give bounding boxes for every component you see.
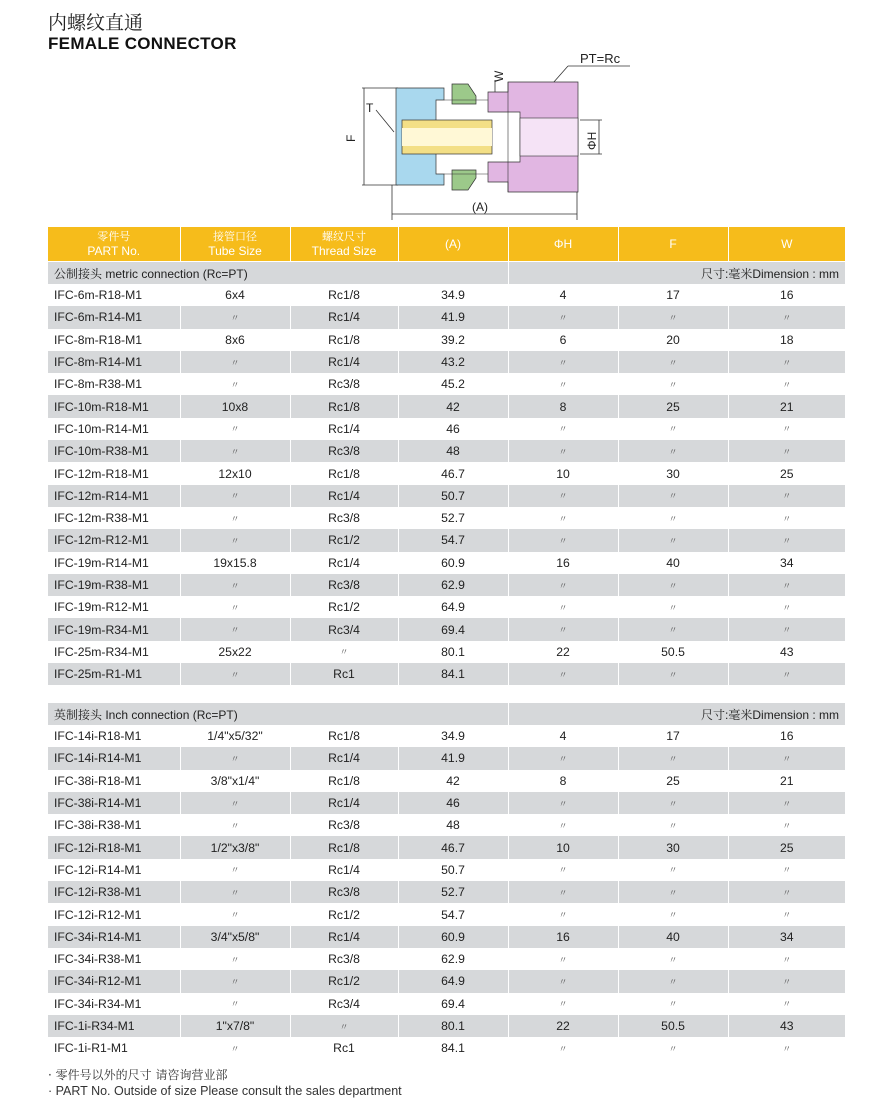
table-cell: 42 — [398, 770, 508, 792]
table-cell: 〃 — [618, 373, 728, 395]
table-cell: 〃 — [508, 485, 618, 507]
table-cell: 〃 — [618, 618, 728, 640]
table-row — [48, 1015, 845, 1037]
table-cell: 20 — [618, 329, 728, 351]
diagram-label-f: F — [344, 134, 358, 142]
table-cell: 17 — [618, 725, 728, 747]
ferrule-shape — [452, 84, 476, 104]
table-cell: 1/2"x3/8" — [180, 836, 290, 858]
table-cell: Rc1/2 — [290, 970, 398, 992]
table-row — [48, 552, 845, 574]
table-cell: 54.7 — [398, 903, 508, 925]
table-cell: Rc1/4 — [290, 792, 398, 814]
table-cell: Rc3/4 — [290, 993, 398, 1015]
table-row — [48, 792, 845, 814]
table-cell: IFC-12i-R18-M1 — [48, 836, 180, 858]
table-cell: 〃 — [180, 814, 290, 836]
table-row — [48, 418, 845, 440]
table-cell: 64.9 — [398, 970, 508, 992]
table-cell: IFC-34i-R12-M1 — [48, 970, 180, 992]
table-cell: 6 — [508, 329, 618, 351]
table-cell: 〃 — [180, 373, 290, 395]
table-cell: 〃 — [508, 618, 618, 640]
table-cell: 46 — [398, 418, 508, 440]
table-cell: 〃 — [618, 306, 728, 328]
table-cell: 16 — [508, 552, 618, 574]
table-cell: 22 — [508, 641, 618, 663]
table-cell: 〃 — [180, 970, 290, 992]
table-cell: 〃 — [728, 993, 845, 1015]
table-cell: 〃 — [618, 507, 728, 529]
table-cell: 8 — [508, 770, 618, 792]
diagram-label-w: W — [492, 70, 506, 82]
table-cell: 〃 — [618, 529, 728, 551]
table-cell: 〃 — [180, 351, 290, 373]
table-cell: IFC-25m-R1-M1 — [48, 663, 180, 685]
table-cell: 25 — [618, 395, 728, 417]
table-cell: IFC-8m-R38-M1 — [48, 373, 180, 395]
table-cell: Rc1/2 — [290, 903, 398, 925]
table-cell: 46 — [398, 792, 508, 814]
table-cell: 〃 — [180, 1037, 290, 1059]
table-cell: IFC-38i-R38-M1 — [48, 814, 180, 836]
table-cell: 43 — [728, 641, 845, 663]
table-cell: 50.7 — [398, 859, 508, 881]
table-cell: 〃 — [508, 529, 618, 551]
table-cell: 〃 — [618, 418, 728, 440]
table-cell: 1"x7/8" — [180, 1015, 290, 1037]
table-cell: 〃 — [728, 859, 845, 881]
table-cell: IFC-12m-R38-M1 — [48, 507, 180, 529]
table-cell: 〃 — [728, 529, 845, 551]
table-row — [48, 507, 845, 529]
table-cell: 52.7 — [398, 507, 508, 529]
table-cell: 21 — [728, 395, 845, 417]
inch-table — [48, 703, 845, 1059]
table-cell: IFC-38i-R18-M1 — [48, 770, 180, 792]
table-cell: 〃 — [618, 814, 728, 836]
table-cell: 〃 — [180, 306, 290, 328]
table-cell: IFC-8m-R14-M1 — [48, 351, 180, 373]
spec-table-header — [48, 227, 845, 261]
table-cell: 〃 — [728, 351, 845, 373]
table-cell: 16 — [728, 725, 845, 747]
table-cell: 〃 — [180, 596, 290, 618]
table-row — [48, 485, 845, 507]
table-cell: 25 — [618, 770, 728, 792]
table-cell: Rc3/8 — [290, 574, 398, 596]
table-cell: 3/4"x5/8" — [180, 926, 290, 948]
table-cell: 〃 — [180, 993, 290, 1015]
col-w: W — [728, 227, 845, 261]
table-cell: 8x6 — [180, 329, 290, 351]
table-cell: 3/8"x1/4" — [180, 770, 290, 792]
table-row — [48, 948, 845, 970]
table-cell: 10x8 — [180, 395, 290, 417]
table-row — [48, 574, 845, 596]
table-row — [48, 373, 845, 395]
table-cell: Rc3/8 — [290, 440, 398, 462]
table-cell: Rc1/8 — [290, 462, 398, 484]
col-tube-size: 接管口径 Tube Size — [180, 227, 290, 261]
table-cell: 〃 — [180, 792, 290, 814]
table-row — [48, 462, 845, 484]
table-cell: 12x10 — [180, 462, 290, 484]
table-cell: 84.1 — [398, 663, 508, 685]
table-cell: 〃 — [618, 881, 728, 903]
table-cell: IFC-34i-R14-M1 — [48, 926, 180, 948]
table-cell: 〃 — [290, 1015, 398, 1037]
table-cell: 〃 — [618, 574, 728, 596]
table-row — [48, 747, 845, 769]
table-cell: 〃 — [508, 306, 618, 328]
page-title-en: FEMALE CONNECTOR — [48, 34, 237, 53]
table-cell: 〃 — [618, 859, 728, 881]
table-row — [48, 284, 845, 306]
table-cell: 43.2 — [398, 351, 508, 373]
table-cell: IFC-38i-R14-M1 — [48, 792, 180, 814]
table-cell: 69.4 — [398, 993, 508, 1015]
table-cell: 〃 — [508, 440, 618, 462]
table-cell: 〃 — [618, 970, 728, 992]
table-row — [48, 970, 845, 992]
diagram-label-a: (A) — [472, 200, 488, 214]
table-cell: Rc1/8 — [290, 284, 398, 306]
table-cell: 64.9 — [398, 596, 508, 618]
table-cell: IFC-1i-R34-M1 — [48, 1015, 180, 1037]
table-cell: 〃 — [728, 596, 845, 618]
table-cell: 46.7 — [398, 836, 508, 858]
table-cell: IFC-12m-R12-M1 — [48, 529, 180, 551]
table-cell: Rc1 — [290, 663, 398, 685]
table-cell: Rc3/4 — [290, 618, 398, 640]
table-cell: 43 — [728, 1015, 845, 1037]
table-cell: IFC-14i-R14-M1 — [48, 747, 180, 769]
table-cell: 〃 — [728, 618, 845, 640]
metric-unit-label: 尺寸:毫米Dimension : mm — [508, 262, 845, 284]
col-f: F — [618, 227, 728, 261]
table-cell: 60.9 — [398, 552, 508, 574]
table-row — [48, 440, 845, 462]
col-h: ΦH — [508, 227, 618, 261]
table-cell: Rc1/4 — [290, 418, 398, 440]
table-cell: Rc1/2 — [290, 596, 398, 618]
table-cell: 60.9 — [398, 926, 508, 948]
table-cell: 〃 — [728, 373, 845, 395]
table-cell: 〃 — [728, 881, 845, 903]
table-cell: IFC-19m-R34-M1 — [48, 618, 180, 640]
table-cell: 4 — [508, 284, 618, 306]
table-cell: 18 — [728, 329, 845, 351]
table-cell: 〃 — [508, 792, 618, 814]
table-row — [48, 663, 845, 685]
table-cell: 25x22 — [180, 641, 290, 663]
table-cell: Rc1/8 — [290, 770, 398, 792]
table-cell: 30 — [618, 836, 728, 858]
metric-section-title: 公制接头 metric connection (Rc=PT) — [48, 262, 508, 284]
table-cell: 〃 — [180, 618, 290, 640]
table-cell: 40 — [618, 926, 728, 948]
table-cell: 46.7 — [398, 462, 508, 484]
table-cell: 〃 — [290, 641, 398, 663]
table-cell: Rc1/8 — [290, 329, 398, 351]
table-cell: IFC-8m-R18-M1 — [48, 329, 180, 351]
table-cell: 〃 — [180, 903, 290, 925]
table-cell: 19x15.8 — [180, 552, 290, 574]
table-cell: 〃 — [728, 903, 845, 925]
table-cell: 〃 — [618, 903, 728, 925]
table-cell: Rc1/8 — [290, 725, 398, 747]
table-cell: Rc1/4 — [290, 485, 398, 507]
table-cell: 〃 — [508, 881, 618, 903]
table-cell: 〃 — [728, 948, 845, 970]
table-cell: 17 — [618, 284, 728, 306]
table-cell: 〃 — [618, 596, 728, 618]
table-cell: 1/4"x5/32" — [180, 725, 290, 747]
table-cell: 〃 — [180, 574, 290, 596]
table-cell: Rc1/8 — [290, 395, 398, 417]
table-cell: 〃 — [728, 418, 845, 440]
table-cell: IFC-6m-R14-M1 — [48, 306, 180, 328]
table-cell: 〃 — [180, 948, 290, 970]
table-row — [48, 881, 845, 903]
table-cell: 〃 — [728, 792, 845, 814]
table-cell: 〃 — [728, 574, 845, 596]
table-row — [48, 395, 845, 417]
table-cell: 50.5 — [618, 641, 728, 663]
table-row — [48, 903, 845, 925]
table-cell: 〃 — [618, 440, 728, 462]
table-cell: 〃 — [508, 948, 618, 970]
table-cell: 50.7 — [398, 485, 508, 507]
col-a: (A) — [398, 227, 508, 261]
table-row — [48, 770, 845, 792]
table-cell: 21 — [728, 770, 845, 792]
table-cell: 8 — [508, 395, 618, 417]
table-row — [48, 618, 845, 640]
table-cell: 〃 — [508, 373, 618, 395]
table-cell: 〃 — [180, 507, 290, 529]
table-row — [48, 641, 845, 663]
table-cell: Rc1 — [290, 1037, 398, 1059]
table-cell: IFC-19m-R14-M1 — [48, 552, 180, 574]
table-cell: IFC-12i-R38-M1 — [48, 881, 180, 903]
table-cell: 84.1 — [398, 1037, 508, 1059]
table-cell: 25 — [728, 462, 845, 484]
table-row — [48, 836, 845, 858]
table-cell: 〃 — [180, 859, 290, 881]
table-cell: 〃 — [728, 747, 845, 769]
note-en: · PART No. Outside of size Please consult the sales department — [48, 1084, 402, 1098]
table-cell: Rc1/4 — [290, 552, 398, 574]
table-cell: 34.9 — [398, 725, 508, 747]
table-cell: 〃 — [618, 747, 728, 769]
table-cell: 48 — [398, 814, 508, 836]
table-row — [48, 814, 845, 836]
table-row — [48, 351, 845, 373]
table-cell: Rc1/8 — [290, 836, 398, 858]
table-cell: 〃 — [180, 663, 290, 685]
col-thread-size: 螺纹尺寸 Thread Size — [290, 227, 398, 261]
table-cell: 〃 — [728, 440, 845, 462]
table-cell: 34 — [728, 926, 845, 948]
page-title-cn: 内螺纹直通 — [48, 12, 144, 34]
table-row — [48, 725, 845, 747]
table-cell: 〃 — [508, 993, 618, 1015]
diagram-label-pt: PT=Rc — [580, 52, 621, 66]
table-cell: 45.2 — [398, 373, 508, 395]
table-row — [48, 859, 845, 881]
col-part-no: 零件号 PART No. — [48, 227, 180, 261]
table-cell: 22 — [508, 1015, 618, 1037]
table-row — [48, 306, 845, 328]
table-cell: 41.9 — [398, 306, 508, 328]
table-cell: IFC-10m-R38-M1 — [48, 440, 180, 462]
table-cell: 〃 — [728, 306, 845, 328]
table-cell: 34 — [728, 552, 845, 574]
table-cell: IFC-12m-R14-M1 — [48, 485, 180, 507]
table-cell: 〃 — [180, 485, 290, 507]
table-cell: 〃 — [508, 574, 618, 596]
table-cell: 69.4 — [398, 618, 508, 640]
diagram-label-h: ΦH — [585, 131, 599, 150]
table-row — [48, 529, 845, 551]
table-cell: 10 — [508, 836, 618, 858]
diagram-label-t: T — [366, 101, 374, 115]
table-row — [48, 993, 845, 1015]
table-cell: 25 — [728, 836, 845, 858]
table-cell: Rc1/4 — [290, 351, 398, 373]
table-cell: 42 — [398, 395, 508, 417]
table-row — [48, 1037, 845, 1059]
table-cell: IFC-6m-R18-M1 — [48, 284, 180, 306]
table-cell: IFC-12m-R18-M1 — [48, 462, 180, 484]
table-cell: Rc1/4 — [290, 926, 398, 948]
table-cell: 54.7 — [398, 529, 508, 551]
table-cell: 6x4 — [180, 284, 290, 306]
table-cell: IFC-10m-R18-M1 — [48, 395, 180, 417]
table-cell: Rc3/8 — [290, 814, 398, 836]
table-cell: 〃 — [180, 529, 290, 551]
table-cell: 〃 — [180, 881, 290, 903]
table-cell: Rc3/8 — [290, 948, 398, 970]
table-cell: IFC-1i-R1-M1 — [48, 1037, 180, 1059]
fitting-diagram — [340, 52, 640, 227]
table-cell: Rc1/4 — [290, 747, 398, 769]
table-cell: 40 — [618, 552, 728, 574]
table-cell: 〃 — [508, 814, 618, 836]
table-cell: 〃 — [180, 747, 290, 769]
table-cell: 〃 — [508, 507, 618, 529]
table-cell: 52.7 — [398, 881, 508, 903]
table-cell: 〃 — [618, 485, 728, 507]
table-cell: 50.5 — [618, 1015, 728, 1037]
table-cell: 62.9 — [398, 574, 508, 596]
table-cell: 〃 — [618, 792, 728, 814]
table-row — [48, 926, 845, 948]
table-cell: 〃 — [508, 418, 618, 440]
table-cell: 〃 — [728, 663, 845, 685]
table-cell: 80.1 — [398, 1015, 508, 1037]
table-cell: Rc3/8 — [290, 881, 398, 903]
table-cell: 〃 — [618, 948, 728, 970]
table-cell: 〃 — [180, 440, 290, 462]
table-cell: 4 — [508, 725, 618, 747]
table-cell: 48 — [398, 440, 508, 462]
table-cell: 〃 — [728, 485, 845, 507]
table-cell: 39.2 — [398, 329, 508, 351]
table-cell: 〃 — [618, 663, 728, 685]
table-cell: 〃 — [728, 507, 845, 529]
table-row — [48, 596, 845, 618]
table-cell: 〃 — [508, 351, 618, 373]
table-cell: IFC-12i-R12-M1 — [48, 903, 180, 925]
table-cell: 〃 — [728, 970, 845, 992]
table-row — [48, 329, 845, 351]
table-cell: 30 — [618, 462, 728, 484]
table-cell: IFC-19m-R12-M1 — [48, 596, 180, 618]
table-cell: 〃 — [508, 859, 618, 881]
table-cell: IFC-14i-R18-M1 — [48, 725, 180, 747]
table-cell: 16 — [508, 926, 618, 948]
table-cell: 〃 — [180, 418, 290, 440]
table-cell: IFC-34i-R34-M1 — [48, 993, 180, 1015]
table-cell: IFC-10m-R14-M1 — [48, 418, 180, 440]
table-cell: IFC-19m-R38-M1 — [48, 574, 180, 596]
table-cell: 16 — [728, 284, 845, 306]
table-cell: IFC-12i-R14-M1 — [48, 859, 180, 881]
table-cell: 34.9 — [398, 284, 508, 306]
table-cell: Rc3/8 — [290, 373, 398, 395]
table-cell: Rc1/2 — [290, 529, 398, 551]
table-cell: Rc1/4 — [290, 859, 398, 881]
table-cell: IFC-25m-R34-M1 — [48, 641, 180, 663]
table-cell: IFC-34i-R38-M1 — [48, 948, 180, 970]
table-cell: Rc3/8 — [290, 507, 398, 529]
table-cell: 〃 — [728, 814, 845, 836]
table-cell: 〃 — [508, 663, 618, 685]
table-cell: 〃 — [728, 1037, 845, 1059]
metric-table — [48, 262, 845, 685]
table-cell: 〃 — [508, 596, 618, 618]
table-cell: 80.1 — [398, 641, 508, 663]
table-cell: 〃 — [618, 351, 728, 373]
table-cell: 〃 — [508, 1037, 618, 1059]
table-cell: 〃 — [618, 993, 728, 1015]
table-cell: 62.9 — [398, 948, 508, 970]
table-cell: Rc1/4 — [290, 306, 398, 328]
inch-unit-label: 尺寸:毫米Dimension : mm — [508, 703, 845, 725]
table-cell: 〃 — [508, 903, 618, 925]
table-cell: 41.9 — [398, 747, 508, 769]
table-cell: 10 — [508, 462, 618, 484]
table-cell: 〃 — [508, 970, 618, 992]
note-cn: · 零件号以外的尺寸 请咨询营业部 — [48, 1068, 228, 1082]
table-cell: 〃 — [618, 1037, 728, 1059]
table-cell: 〃 — [508, 747, 618, 769]
inch-section-title: 英制接头 Inch connection (Rc=PT) — [48, 703, 508, 725]
